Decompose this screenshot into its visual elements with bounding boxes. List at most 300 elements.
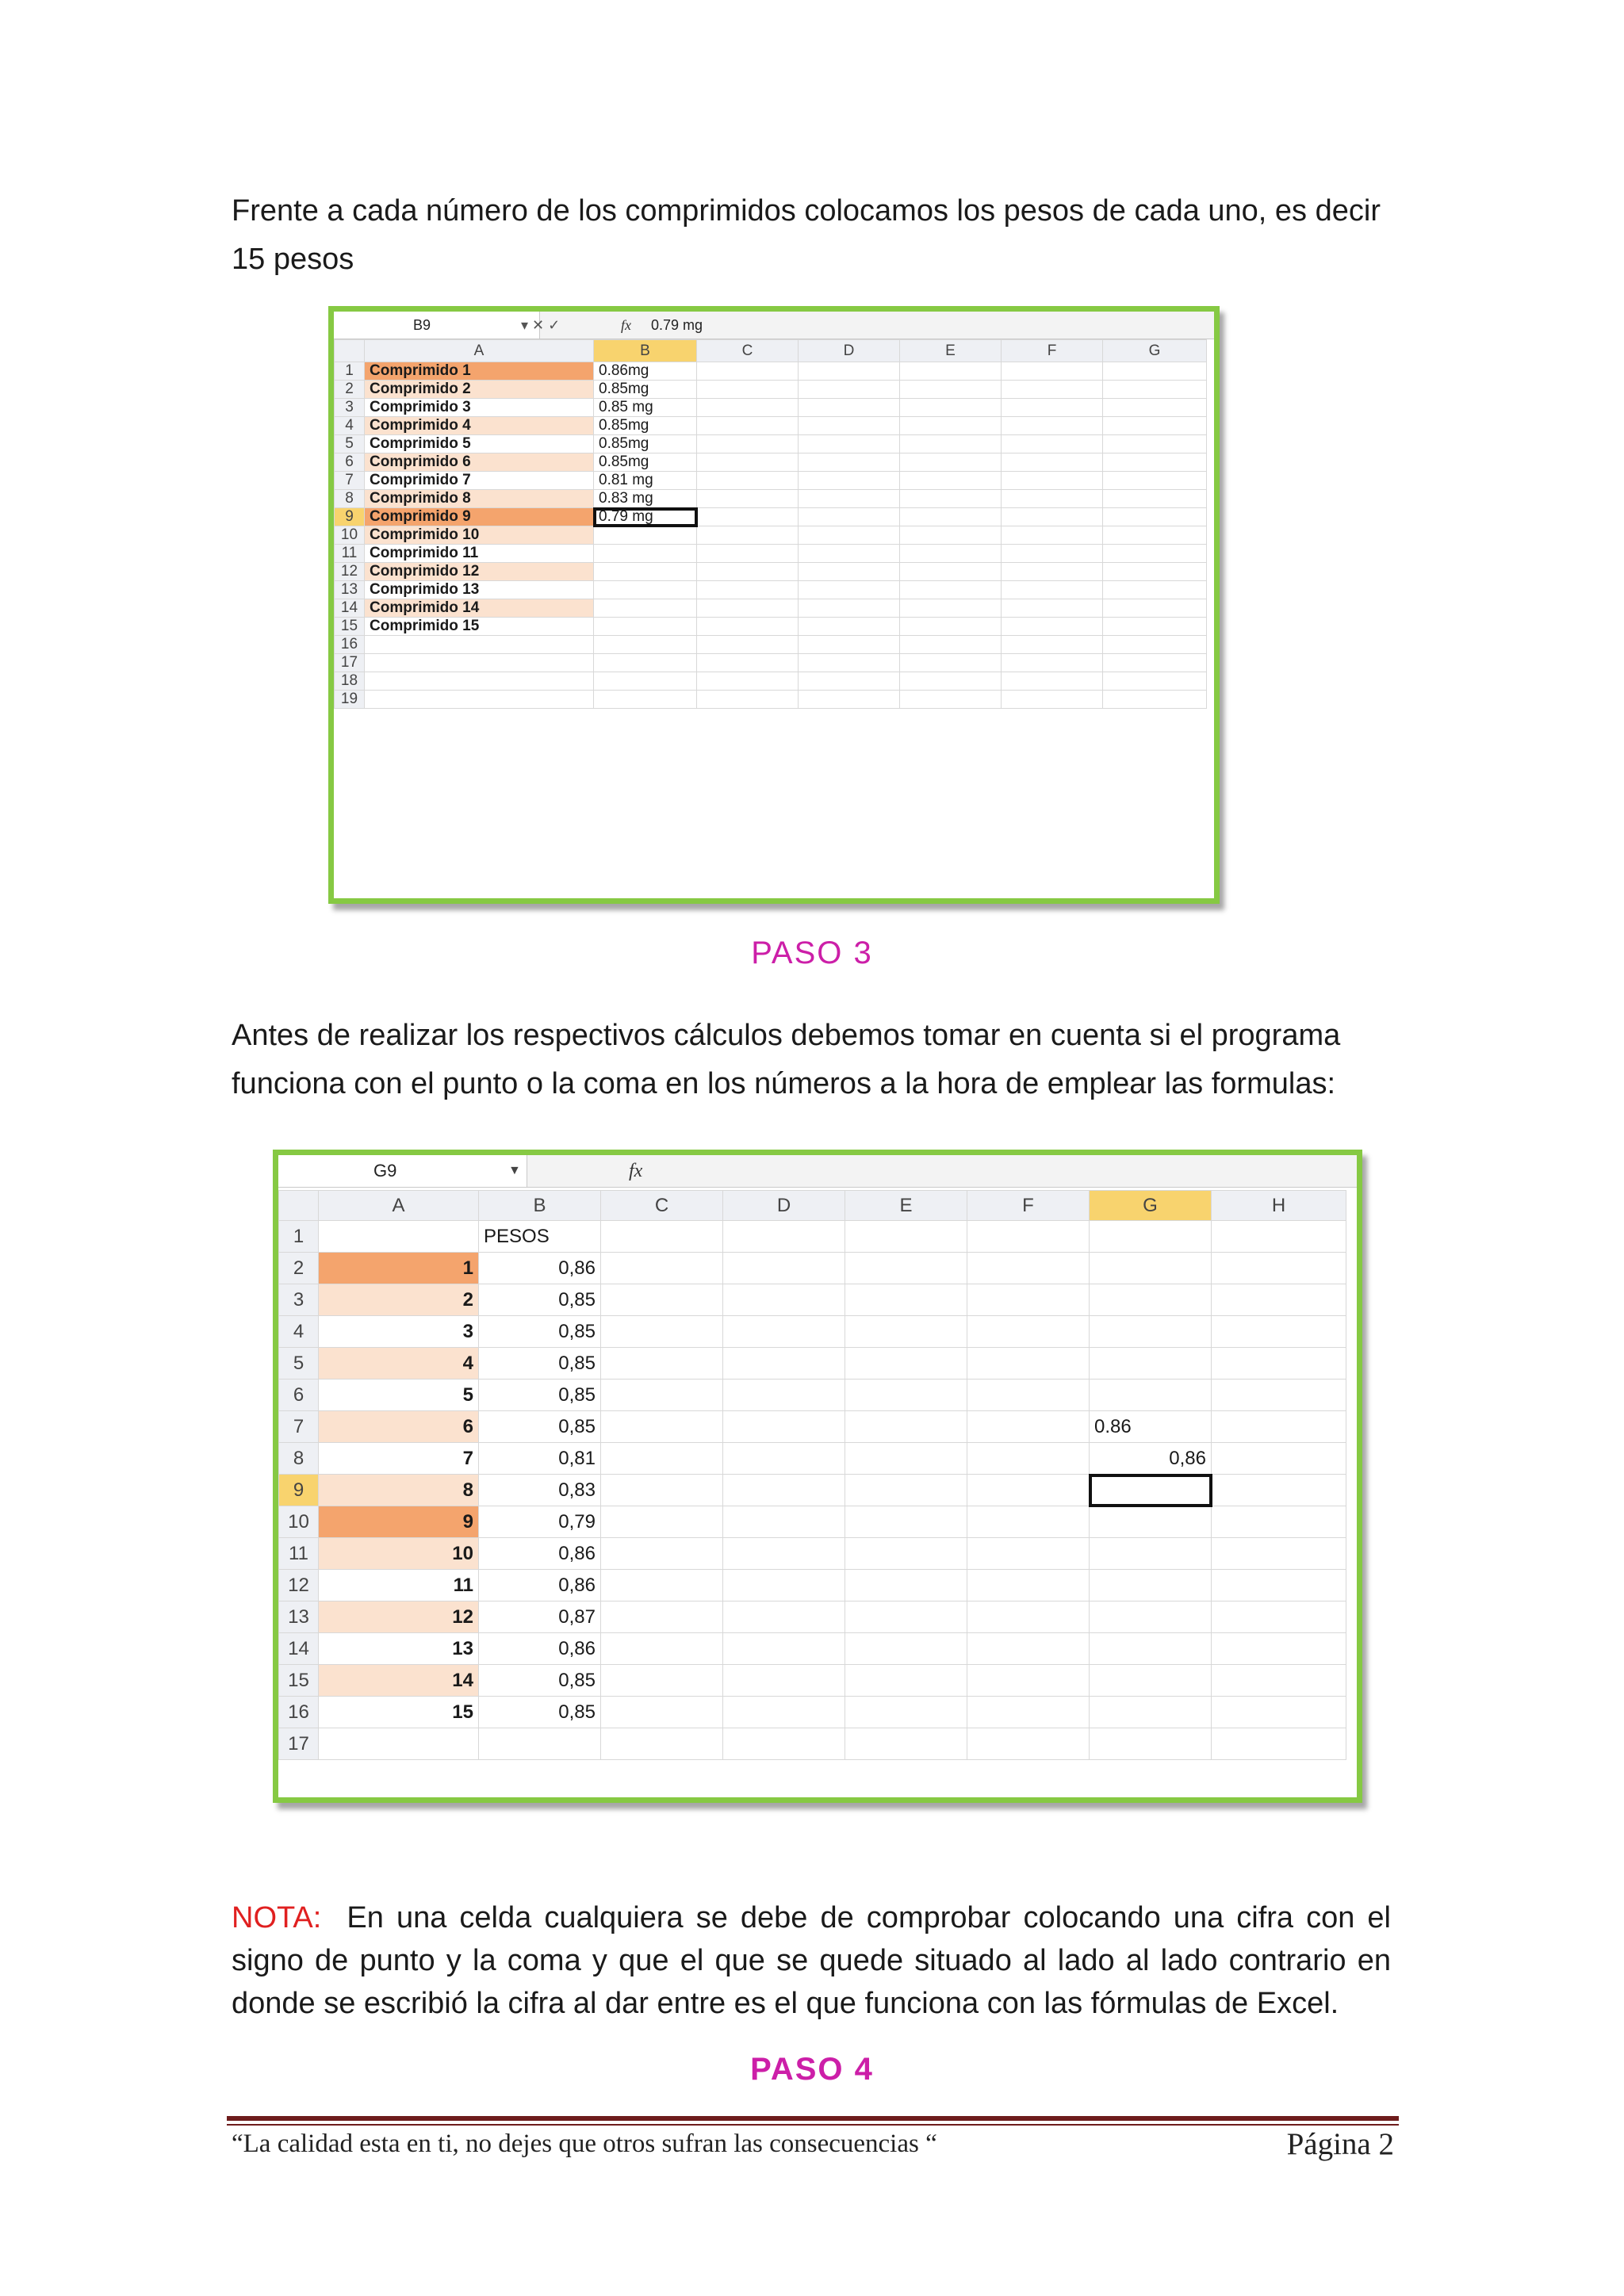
row-header[interactable]: 10 xyxy=(279,1506,319,1538)
cell-b[interactable]: 0,85 xyxy=(479,1665,601,1697)
cell-empty[interactable] xyxy=(900,453,1002,472)
cell-empty[interactable] xyxy=(1103,490,1207,508)
column-header-b[interactable]: B xyxy=(479,1191,601,1221)
cell-g[interactable] xyxy=(1090,1284,1212,1316)
cell-empty[interactable] xyxy=(697,563,799,581)
cell-f[interactable] xyxy=(967,1633,1090,1665)
column-header-e[interactable]: E xyxy=(900,340,1002,362)
cell-empty[interactable] xyxy=(697,599,799,618)
cell-b[interactable]: 0,83 xyxy=(479,1475,601,1506)
cell-empty[interactable] xyxy=(697,636,799,654)
cell-empty[interactable] xyxy=(900,435,1002,453)
cell-empty[interactable] xyxy=(799,362,900,381)
cell-a[interactable]: 9 xyxy=(319,1506,479,1538)
cell-e[interactable] xyxy=(845,1443,967,1475)
cell-c[interactable] xyxy=(601,1633,723,1665)
cell-g[interactable] xyxy=(1090,1348,1212,1380)
cell-b[interactable] xyxy=(594,636,697,654)
cell-empty[interactable] xyxy=(1002,453,1103,472)
cell-f[interactable] xyxy=(967,1411,1090,1443)
cell-empty[interactable] xyxy=(1103,362,1207,381)
cell-h[interactable] xyxy=(1212,1411,1346,1443)
cell-g[interactable] xyxy=(1090,1633,1212,1665)
cell-f[interactable] xyxy=(967,1601,1090,1633)
cell-empty[interactable] xyxy=(1002,691,1103,709)
cell-b[interactable]: 0,85 xyxy=(479,1697,601,1728)
row-header[interactable]: 5 xyxy=(279,1348,319,1380)
cell-h[interactable] xyxy=(1212,1633,1346,1665)
cell-h[interactable] xyxy=(1212,1221,1346,1253)
cell-empty[interactable] xyxy=(799,453,900,472)
cell-empty[interactable] xyxy=(1103,435,1207,453)
cell-empty[interactable] xyxy=(1002,581,1103,599)
row-header[interactable]: 7 xyxy=(335,472,365,490)
cell-g[interactable] xyxy=(1090,1475,1212,1506)
cell-a[interactable] xyxy=(365,654,594,672)
column-header-f[interactable]: F xyxy=(1002,340,1103,362)
cell-empty[interactable] xyxy=(697,417,799,435)
cell-f[interactable] xyxy=(967,1475,1090,1506)
row-header[interactable]: 15 xyxy=(335,618,365,636)
cell-empty[interactable] xyxy=(1002,545,1103,563)
cell-b[interactable]: PESOS xyxy=(479,1221,601,1253)
cell-f[interactable] xyxy=(967,1665,1090,1697)
cell-d[interactable] xyxy=(723,1697,845,1728)
cell-empty[interactable] xyxy=(1002,526,1103,545)
cell-f[interactable] xyxy=(967,1728,1090,1760)
cell-f[interactable] xyxy=(967,1506,1090,1538)
cell-d[interactable] xyxy=(723,1316,845,1348)
cell-h[interactable] xyxy=(1212,1665,1346,1697)
cell-d[interactable] xyxy=(723,1728,845,1760)
cell-empty[interactable] xyxy=(1002,435,1103,453)
cell-f[interactable] xyxy=(967,1697,1090,1728)
cell-a[interactable]: 14 xyxy=(319,1665,479,1697)
row-header[interactable]: 9 xyxy=(279,1475,319,1506)
cell-b[interactable]: 0.83 mg xyxy=(594,490,697,508)
cell-b[interactable]: 0,85 xyxy=(479,1284,601,1316)
column-header-e[interactable]: E xyxy=(845,1191,967,1221)
cell-b[interactable]: 0.85mg xyxy=(594,417,697,435)
column-header-c[interactable]: C xyxy=(601,1191,723,1221)
row-header[interactable]: 7 xyxy=(279,1411,319,1443)
cell-a[interactable]: Comprimido 11 xyxy=(365,545,594,563)
cell-b[interactable]: 0,85 xyxy=(479,1316,601,1348)
cell-empty[interactable] xyxy=(1002,399,1103,417)
cell-b[interactable]: 0,81 xyxy=(479,1443,601,1475)
cell-a[interactable]: Comprimido 2 xyxy=(365,381,594,399)
cell-e[interactable] xyxy=(845,1506,967,1538)
cell-b[interactable] xyxy=(594,581,697,599)
cell-c[interactable] xyxy=(601,1284,723,1316)
cell-empty[interactable] xyxy=(1103,636,1207,654)
cell-empty[interactable] xyxy=(900,599,1002,618)
cell-g[interactable] xyxy=(1090,1728,1212,1760)
cell-b[interactable] xyxy=(594,545,697,563)
cell-a[interactable]: 7 xyxy=(319,1443,479,1475)
cell-b[interactable]: 0,86 xyxy=(479,1570,601,1601)
cell-e[interactable] xyxy=(845,1253,967,1284)
cell-f[interactable] xyxy=(967,1316,1090,1348)
cell-c[interactable] xyxy=(601,1697,723,1728)
cell-a[interactable]: 4 xyxy=(319,1348,479,1380)
cell-d[interactable] xyxy=(723,1475,845,1506)
cell-f[interactable] xyxy=(967,1570,1090,1601)
cell-h[interactable] xyxy=(1212,1348,1346,1380)
cell-empty[interactable] xyxy=(1002,417,1103,435)
cell-h[interactable] xyxy=(1212,1253,1346,1284)
cell-a[interactable]: Comprimido 15 xyxy=(365,618,594,636)
cell-g[interactable] xyxy=(1090,1253,1212,1284)
cell-d[interactable] xyxy=(723,1411,845,1443)
cell-empty[interactable] xyxy=(697,691,799,709)
cell-b[interactable]: 0,79 xyxy=(479,1506,601,1538)
cell-empty[interactable] xyxy=(900,362,1002,381)
cell-g[interactable] xyxy=(1090,1538,1212,1570)
cell-empty[interactable] xyxy=(799,381,900,399)
cell-a[interactable]: 10 xyxy=(319,1538,479,1570)
cell-a[interactable] xyxy=(365,636,594,654)
cell-g[interactable] xyxy=(1090,1221,1212,1253)
cell-empty[interactable] xyxy=(697,672,799,691)
cell-a[interactable]: Comprimido 1 xyxy=(365,362,594,381)
cell-g[interactable] xyxy=(1090,1665,1212,1697)
column-header-d[interactable]: D xyxy=(723,1191,845,1221)
cell-a[interactable]: 2 xyxy=(319,1284,479,1316)
cell-b[interactable]: 0.85mg xyxy=(594,435,697,453)
column-header-b[interactable]: B xyxy=(594,340,697,362)
cell-a[interactable]: 15 xyxy=(319,1697,479,1728)
cell-empty[interactable] xyxy=(900,508,1002,526)
cell-b[interactable]: 0,87 xyxy=(479,1601,601,1633)
cell-b[interactable] xyxy=(594,654,697,672)
cell-b[interactable]: 0,85 xyxy=(479,1348,601,1380)
cell-c[interactable] xyxy=(601,1221,723,1253)
cell-empty[interactable] xyxy=(900,526,1002,545)
cell-d[interactable] xyxy=(723,1506,845,1538)
cell-f[interactable] xyxy=(967,1348,1090,1380)
cell-e[interactable] xyxy=(845,1411,967,1443)
cell-empty[interactable] xyxy=(799,618,900,636)
row-header[interactable]: 6 xyxy=(279,1380,319,1411)
row-header[interactable]: 4 xyxy=(279,1316,319,1348)
cell-c[interactable] xyxy=(601,1506,723,1538)
cell-empty[interactable] xyxy=(697,618,799,636)
cell-empty[interactable] xyxy=(900,472,1002,490)
cell-a[interactable] xyxy=(319,1221,479,1253)
cell-a[interactable]: Comprimido 6 xyxy=(365,453,594,472)
row-header[interactable]: 10 xyxy=(335,526,365,545)
cell-empty[interactable] xyxy=(1103,672,1207,691)
cell-b[interactable]: 0,85 xyxy=(479,1411,601,1443)
column-header-h[interactable]: H xyxy=(1212,1191,1346,1221)
cell-empty[interactable] xyxy=(697,654,799,672)
row-header[interactable]: 13 xyxy=(335,581,365,599)
cell-a[interactable]: 8 xyxy=(319,1475,479,1506)
cell-f[interactable] xyxy=(967,1284,1090,1316)
row-header[interactable]: 12 xyxy=(335,563,365,581)
cell-a[interactable]: Comprimido 5 xyxy=(365,435,594,453)
row-header[interactable]: 2 xyxy=(335,381,365,399)
cell-a[interactable]: Comprimido 12 xyxy=(365,563,594,581)
cell-a[interactable]: Comprimido 13 xyxy=(365,581,594,599)
cell-g[interactable] xyxy=(1090,1316,1212,1348)
row-header[interactable]: 15 xyxy=(279,1665,319,1697)
cell-empty[interactable] xyxy=(1002,563,1103,581)
cell-a[interactable]: Comprimido 3 xyxy=(365,399,594,417)
cell-a[interactable]: 12 xyxy=(319,1601,479,1633)
select-all-corner[interactable] xyxy=(279,1191,319,1221)
row-header[interactable]: 16 xyxy=(335,636,365,654)
cell-c[interactable] xyxy=(601,1475,723,1506)
cell-b[interactable]: 0,86 xyxy=(479,1538,601,1570)
row-header[interactable]: 3 xyxy=(335,399,365,417)
cell-empty[interactable] xyxy=(1002,508,1103,526)
cell-a[interactable] xyxy=(319,1728,479,1760)
cell-b[interactable] xyxy=(594,618,697,636)
cell-b[interactable]: 0.85mg xyxy=(594,381,697,399)
cell-a[interactable] xyxy=(365,672,594,691)
cell-g[interactable] xyxy=(1090,1570,1212,1601)
cell-empty[interactable] xyxy=(1103,599,1207,618)
cell-empty[interactable] xyxy=(900,563,1002,581)
cell-g[interactable] xyxy=(1090,1506,1212,1538)
cell-b[interactable]: 0.85mg xyxy=(594,453,697,472)
cell-c[interactable] xyxy=(601,1348,723,1380)
cell-b[interactable]: 0,86 xyxy=(479,1253,601,1284)
cell-empty[interactable] xyxy=(697,581,799,599)
cell-empty[interactable] xyxy=(799,435,900,453)
column-header-c[interactable]: C xyxy=(697,340,799,362)
cell-b[interactable]: 0.86mg xyxy=(594,362,697,381)
cell-b[interactable]: 0.81 mg xyxy=(594,472,697,490)
cell-empty[interactable] xyxy=(799,691,900,709)
cell-h[interactable] xyxy=(1212,1538,1346,1570)
cell-f[interactable] xyxy=(967,1380,1090,1411)
cell-d[interactable] xyxy=(723,1538,845,1570)
cell-empty[interactable] xyxy=(697,508,799,526)
cell-h[interactable] xyxy=(1212,1697,1346,1728)
cell-empty[interactable] xyxy=(1103,453,1207,472)
cell-e[interactable] xyxy=(845,1316,967,1348)
cell-e[interactable] xyxy=(845,1284,967,1316)
cell-empty[interactable] xyxy=(1002,490,1103,508)
cell-empty[interactable] xyxy=(1103,654,1207,672)
cell-h[interactable] xyxy=(1212,1506,1346,1538)
column-header-g[interactable]: G xyxy=(1103,340,1207,362)
cell-empty[interactable] xyxy=(697,545,799,563)
cell-empty[interactable] xyxy=(799,672,900,691)
cell-e[interactable] xyxy=(845,1538,967,1570)
cell-empty[interactable] xyxy=(1002,618,1103,636)
row-header[interactable]: 11 xyxy=(335,545,365,563)
cell-empty[interactable] xyxy=(1103,381,1207,399)
cell-d[interactable] xyxy=(723,1221,845,1253)
row-header[interactable]: 2 xyxy=(279,1253,319,1284)
cell-empty[interactable] xyxy=(799,417,900,435)
cell-a[interactable]: 5 xyxy=(319,1380,479,1411)
cell-h[interactable] xyxy=(1212,1380,1346,1411)
row-header[interactable]: 14 xyxy=(335,599,365,618)
cell-d[interactable] xyxy=(723,1253,845,1284)
cell-empty[interactable] xyxy=(1002,472,1103,490)
cell-c[interactable] xyxy=(601,1253,723,1284)
row-header[interactable]: 11 xyxy=(279,1538,319,1570)
row-header[interactable]: 13 xyxy=(279,1601,319,1633)
cell-empty[interactable] xyxy=(1103,417,1207,435)
cell-empty[interactable] xyxy=(799,526,900,545)
row-header[interactable]: 9 xyxy=(335,508,365,526)
cell-f[interactable] xyxy=(967,1443,1090,1475)
cell-b[interactable] xyxy=(594,672,697,691)
cell-a[interactable]: Comprimido 9 xyxy=(365,508,594,526)
cell-empty[interactable] xyxy=(900,417,1002,435)
cell-c[interactable] xyxy=(601,1570,723,1601)
cell-empty[interactable] xyxy=(697,435,799,453)
cell-empty[interactable] xyxy=(1002,381,1103,399)
cell-empty[interactable] xyxy=(799,636,900,654)
cell-g[interactable] xyxy=(1090,1601,1212,1633)
cell-empty[interactable] xyxy=(900,618,1002,636)
name-box-dropdown-icon[interactable]: ▼ xyxy=(508,1164,521,1177)
column-header-d[interactable]: D xyxy=(799,340,900,362)
cell-a[interactable]: Comprimido 8 xyxy=(365,490,594,508)
cell-a[interactable]: Comprimido 10 xyxy=(365,526,594,545)
cell-empty[interactable] xyxy=(799,472,900,490)
cell-empty[interactable] xyxy=(1103,399,1207,417)
row-header[interactable]: 5 xyxy=(335,435,365,453)
cell-a[interactable]: 3 xyxy=(319,1316,479,1348)
column-header-f[interactable]: F xyxy=(967,1191,1090,1221)
cell-a[interactable]: Comprimido 7 xyxy=(365,472,594,490)
cell-a[interactable]: 11 xyxy=(319,1570,479,1601)
row-header[interactable]: 8 xyxy=(279,1443,319,1475)
cell-empty[interactable] xyxy=(1103,618,1207,636)
cell-empty[interactable] xyxy=(1103,526,1207,545)
cell-empty[interactable] xyxy=(900,545,1002,563)
cell-empty[interactable] xyxy=(900,691,1002,709)
cell-empty[interactable] xyxy=(697,453,799,472)
cell-h[interactable] xyxy=(1212,1728,1346,1760)
cell-e[interactable] xyxy=(845,1728,967,1760)
cell-b[interactable] xyxy=(594,526,697,545)
cell-b[interactable]: 0,86 xyxy=(479,1633,601,1665)
cell-c[interactable] xyxy=(601,1538,723,1570)
cell-d[interactable] xyxy=(723,1601,845,1633)
cell-empty[interactable] xyxy=(1103,691,1207,709)
cell-empty[interactable] xyxy=(697,399,799,417)
cell-empty[interactable] xyxy=(1103,472,1207,490)
column-header-g[interactable]: G xyxy=(1090,1191,1212,1221)
cell-empty[interactable] xyxy=(1002,362,1103,381)
cell-d[interactable] xyxy=(723,1633,845,1665)
cell-e[interactable] xyxy=(845,1475,967,1506)
cell-empty[interactable] xyxy=(697,472,799,490)
cell-empty[interactable] xyxy=(697,490,799,508)
cell-b[interactable] xyxy=(594,599,697,618)
cell-empty[interactable] xyxy=(799,563,900,581)
cell-a[interactable]: Comprimido 4 xyxy=(365,417,594,435)
column-header-a[interactable]: A xyxy=(319,1191,479,1221)
cell-a[interactable]: 13 xyxy=(319,1633,479,1665)
cell-b[interactable] xyxy=(594,563,697,581)
cell-empty[interactable] xyxy=(799,581,900,599)
cell-g[interactable]: 0,86 xyxy=(1090,1443,1212,1475)
cell-b[interactable] xyxy=(479,1728,601,1760)
cell-g[interactable] xyxy=(1090,1697,1212,1728)
row-header[interactable]: 1 xyxy=(279,1221,319,1253)
cell-empty[interactable] xyxy=(799,654,900,672)
row-header[interactable]: 17 xyxy=(279,1728,319,1760)
cell-e[interactable] xyxy=(845,1697,967,1728)
cell-a[interactable]: 1 xyxy=(319,1253,479,1284)
cell-c[interactable] xyxy=(601,1665,723,1697)
cell-empty[interactable] xyxy=(799,508,900,526)
row-header[interactable]: 14 xyxy=(279,1633,319,1665)
cell-f[interactable] xyxy=(967,1221,1090,1253)
cell-d[interactable] xyxy=(723,1570,845,1601)
cell-d[interactable] xyxy=(723,1284,845,1316)
row-header[interactable]: 16 xyxy=(279,1697,319,1728)
cell-c[interactable] xyxy=(601,1601,723,1633)
cell-c[interactable] xyxy=(601,1728,723,1760)
cell-empty[interactable] xyxy=(900,581,1002,599)
cell-d[interactable] xyxy=(723,1380,845,1411)
cell-empty[interactable] xyxy=(900,381,1002,399)
cell-empty[interactable] xyxy=(1002,636,1103,654)
cell-empty[interactable] xyxy=(697,526,799,545)
row-header[interactable]: 6 xyxy=(335,453,365,472)
cell-empty[interactable] xyxy=(1103,563,1207,581)
cell-d[interactable] xyxy=(723,1443,845,1475)
cell-empty[interactable] xyxy=(1002,654,1103,672)
row-header[interactable]: 18 xyxy=(335,672,365,691)
cell-d[interactable] xyxy=(723,1348,845,1380)
cell-f[interactable] xyxy=(967,1253,1090,1284)
cell-c[interactable] xyxy=(601,1380,723,1411)
cell-empty[interactable] xyxy=(799,399,900,417)
cell-empty[interactable] xyxy=(1002,599,1103,618)
cell-empty[interactable] xyxy=(1103,545,1207,563)
cell-h[interactable] xyxy=(1212,1316,1346,1348)
row-header[interactable]: 8 xyxy=(335,490,365,508)
row-header[interactable]: 12 xyxy=(279,1570,319,1601)
select-all-corner[interactable] xyxy=(335,340,365,362)
cell-b[interactable]: 0,85 xyxy=(479,1380,601,1411)
cell-empty[interactable] xyxy=(799,545,900,563)
cell-a[interactable]: 6 xyxy=(319,1411,479,1443)
row-header[interactable]: 17 xyxy=(335,654,365,672)
cell-h[interactable] xyxy=(1212,1475,1346,1506)
cell-empty[interactable] xyxy=(1103,508,1207,526)
cell-b[interactable]: 0.79 mg xyxy=(594,508,697,526)
cell-a[interactable] xyxy=(365,691,594,709)
cell-e[interactable] xyxy=(845,1633,967,1665)
cell-g[interactable]: 0.86 xyxy=(1090,1411,1212,1443)
cell-a[interactable]: Comprimido 14 xyxy=(365,599,594,618)
cell-h[interactable] xyxy=(1212,1443,1346,1475)
row-header[interactable]: 4 xyxy=(335,417,365,435)
cell-empty[interactable] xyxy=(900,490,1002,508)
cell-c[interactable] xyxy=(601,1411,723,1443)
cell-h[interactable] xyxy=(1212,1284,1346,1316)
cell-empty[interactable] xyxy=(900,636,1002,654)
cell-e[interactable] xyxy=(845,1221,967,1253)
cell-e[interactable] xyxy=(845,1601,967,1633)
cell-empty[interactable] xyxy=(799,599,900,618)
cell-e[interactable] xyxy=(845,1665,967,1697)
cell-b[interactable]: 0.85 mg xyxy=(594,399,697,417)
